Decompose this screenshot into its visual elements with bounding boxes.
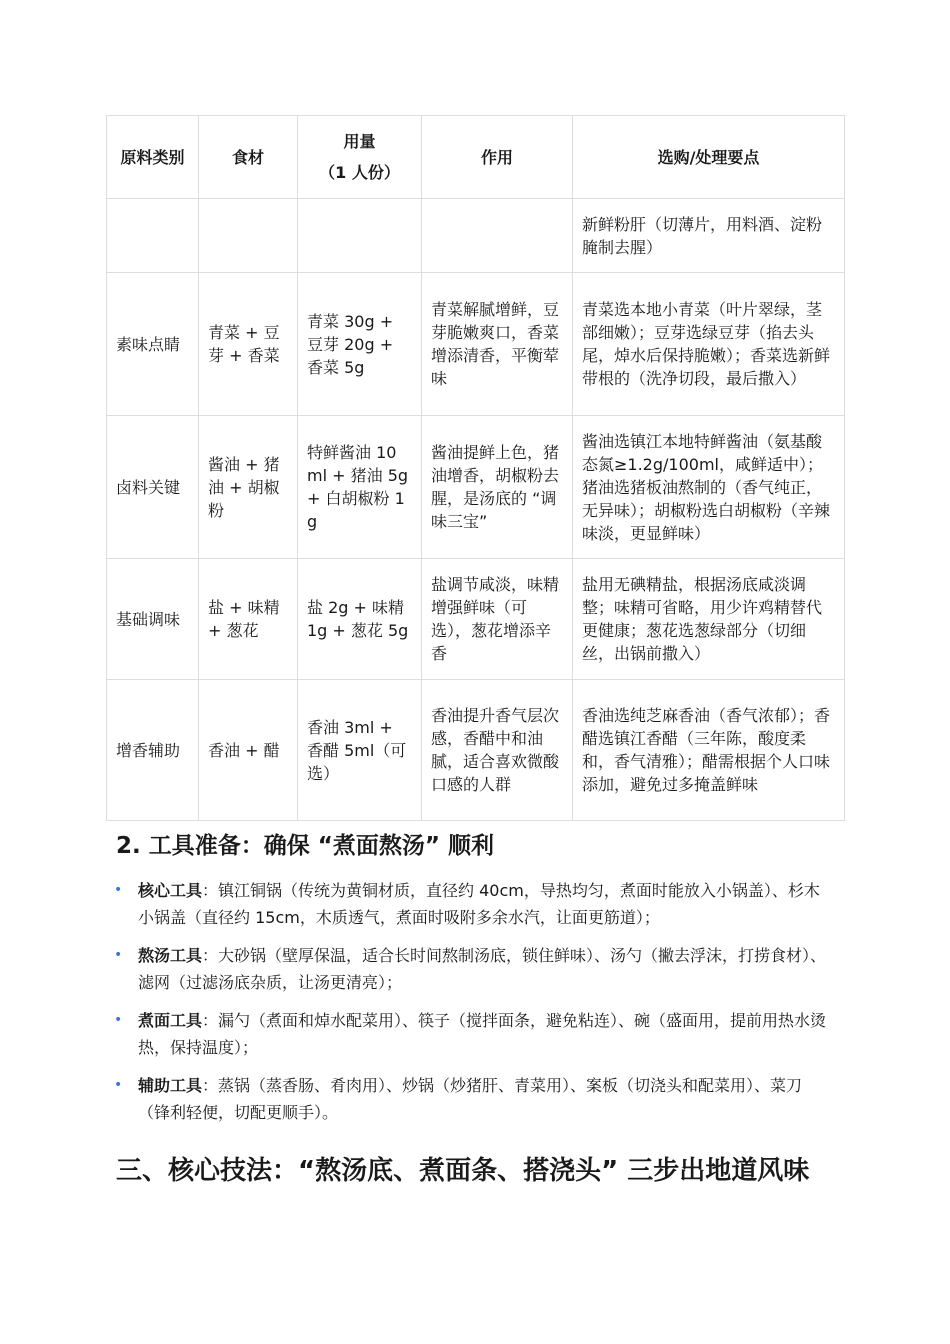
table-cell-amount: 香油 3ml + 香醋 5ml（可选） [298,680,422,821]
table-row-continuation [107,199,845,273]
list-item [110,877,832,931]
list-item-label: 辅助工具 [138,1076,203,1095]
table-cell-function: 盐调节咸淡，味精增强鲜味（可选），葱花增添辛香 [422,559,573,680]
table-cell-amount: 盐 2g + 味精 1g + 葱花 5g [298,559,422,680]
tools-list [110,877,832,1137]
table-cell-tips: 盐用无碘精盐，根据汤底咸淡调整；味精可省略，用少许鸡精替代更健康；葱花选葱绿部分（切细丝，出锅前撒入） [573,559,845,680]
list-item-text: ：蒸锅（蒸香肠、肴肉用）、炒锅（炒猪肝、青菜用）、案板（切浇头和配菜用）、菜刀（锋利轻便，切配更顺手）。 [138,1076,803,1122]
table-cell-tips: 青菜选本地小青菜（叶片翠绿，茎部细嫩）；豆芽选绿豆芽（掐去头尾，焯水后保持脆嫩）；香菜选新鲜带根的（洗净切段，最后撒入） [573,273,845,416]
header-amount-line1: 用量 [343,132,376,151]
header-amount-line2: （1 人份） [319,163,400,182]
table-cell-amount: 青菜 30g + 豆芽 20g + 香菜 5g [298,273,422,416]
table-cell [298,199,422,273]
header-category: 原料类别 [107,116,199,199]
bullet-icon: • [114,1077,123,1093]
table-cell-amount: 特鲜酱油 10ml + 猪油 5g + 白胡椒粉 1g [298,416,422,559]
table-cell-tips: 香油选纯芝麻香油（香气浓郁）；香醋选镇江香醋（三年陈，酸度柔和，香气清雅）；醋需根据个人口味添加，避免过多掩盖鲜味 [573,680,845,821]
table-cell-ingredient: 香油 + 醋 [199,680,298,821]
table-row [107,559,845,680]
table-cell-category: 增香辅助 [107,680,199,821]
table-cell-function: 酱油提鲜上色，猪油增香，胡椒粉去腥，是汤底的 “调味三宝” [422,416,573,559]
table-cell-function: 香油提升香气层次感，香醋中和油腻，适合喜欢微酸口感的人群 [422,680,573,821]
table-cell-tips: 新鲜粉肝（切薄片，用料酒、淀粉腌制去腥） [573,199,845,273]
list-item [110,1007,832,1061]
table-cell-category: 卤料关键 [107,416,199,559]
list-item-label: 核心工具 [138,881,203,900]
list-item [110,1072,832,1126]
bullet-icon: • [114,1012,123,1028]
table-row [107,680,845,821]
header-function: 作用 [422,116,573,199]
list-item-text: ：漏勺（煮面和焯水配菜用）、筷子（搅拌面条，避免粘连）、碗（盛面用，提前用热水烫热，保持温度）； [138,1011,827,1057]
table-cell-ingredient: 酱油 + 猪油 + 胡椒粉 [199,416,298,559]
table-row [107,416,845,559]
table-cell-tips: 酱油选镇江本地特鲜酱油（氨基酸态氮≥1.2g/100ml，咸鲜适中）；猪油选猪板油熬制的（香气纯正，无异味）；胡椒粉选白胡椒粉（辛辣味淡，更显鲜味） [573,416,845,559]
list-item-text: ：镇江铜锅（传统为黄铜材质，直径约 40cm，导热均匀，煮面时能放入小锅盖）、杉木小锅盖（直径约 15cm，木质透气，煮面时吸附多余水汽，让面更筋道）； [138,881,820,927]
list-item-text: ：大砂锅（壁厚保温，适合长时间熬制汤底，锁住鲜味）、汤勺（撇去浮沫，打捞食材）、滤网（过滤汤底杂质，让汤更清亮）； [138,946,827,992]
header-tips: 选购/处理要点 [573,116,845,199]
ingredients-table [106,115,845,821]
table-cell [422,199,573,273]
table-cell-category: 素味点睛 [107,273,199,416]
list-item-label: 熬汤工具 [138,946,203,965]
table-header-row [107,116,845,199]
list-item [110,942,832,996]
table-cell-category: 基础调味 [107,559,199,680]
bullet-icon: • [114,882,123,898]
table-row [107,273,845,416]
section-heading-techniques: 三、核心技法：“熬汤底、煮面条、搭浇头” 三步出地道风味 [116,1156,810,1186]
table-cell [199,199,298,273]
table-cell-ingredient: 青菜 + 豆芽 + 香菜 [199,273,298,416]
section-heading-tools: 2. 工具准备：确保 “煮面熬汤” 顺利 [116,833,494,859]
table-cell [107,199,199,273]
table-cell-ingredient: 盐 + 味精 + 葱花 [199,559,298,680]
header-ingredient: 食材 [199,116,298,199]
table-cell-function: 青菜解腻增鲜，豆芽脆嫩爽口，香菜增添清香，平衡荤味 [422,273,573,416]
list-item-label: 煮面工具 [138,1011,203,1030]
header-amount [298,116,422,199]
bullet-icon: • [114,947,123,963]
